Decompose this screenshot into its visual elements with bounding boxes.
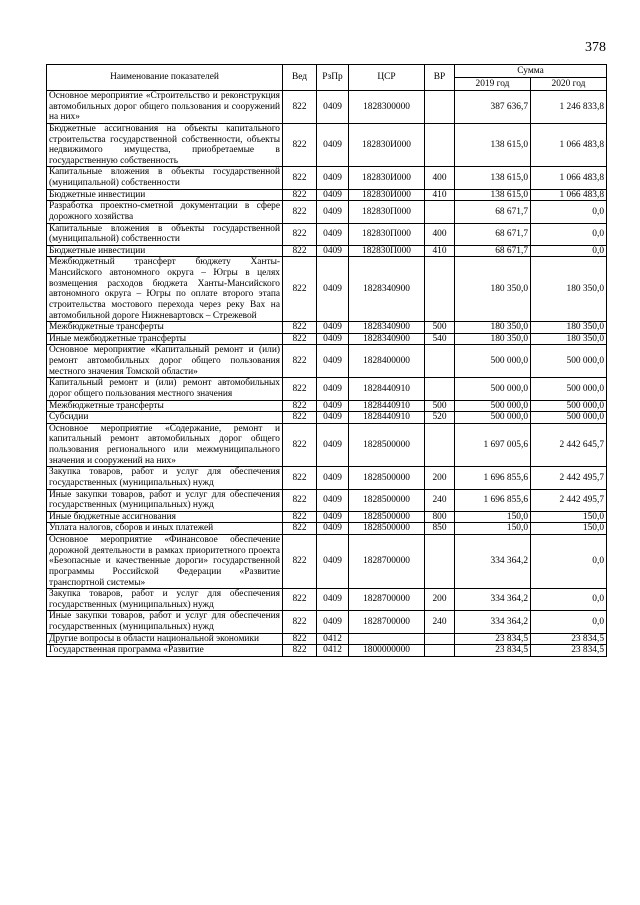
cell-vr: 400 — [425, 167, 455, 189]
table-row — [47, 91, 607, 124]
cell-2020: 0,0 — [531, 611, 607, 633]
cell-csr: 1828340900 — [349, 257, 425, 322]
cell-2020: 0,0 — [531, 245, 607, 257]
cell-2020: 500 000,0 — [531, 412, 607, 424]
cell-2019: 334 364,2 — [455, 611, 531, 633]
cell-vr: 200 — [425, 467, 455, 489]
cell-2019: 387 636,7 — [455, 91, 531, 124]
cell-vr — [425, 201, 455, 223]
cell-name: Бюджетные инвестиции — [47, 245, 283, 257]
cell-2019: 150,0 — [455, 511, 531, 523]
cell-rzpr: 0409 — [317, 223, 349, 245]
table-row — [47, 257, 607, 322]
cell-name: Уплата налогов, сборов и иных платежей — [47, 523, 283, 535]
cell-rzpr: 0409 — [317, 489, 349, 511]
cell-rzpr: 0409 — [317, 511, 349, 523]
header-vr: ВР — [425, 65, 455, 91]
cell-2020: 2 442 495,7 — [531, 489, 607, 511]
budget-table — [46, 64, 607, 657]
cell-vr: 400 — [425, 223, 455, 245]
cell-name: Капитальный ремонт и (или) ремонт автомобильных дорог общего пользования местного значения — [47, 378, 283, 400]
cell-csr: 1828500000 — [349, 511, 425, 523]
cell-csr: 182830И000 — [349, 167, 425, 189]
cell-ved: 822 — [283, 91, 317, 124]
cell-ved: 822 — [283, 611, 317, 633]
cell-2020: 0,0 — [531, 589, 607, 611]
cell-2019: 138 615,0 — [455, 167, 531, 189]
cell-name: Основное мероприятие «Содержание, ремонт и капитальный ремонт автомобильных дорог общего пользования регионального или межмуниципального значения и сооружений на них» — [47, 423, 283, 467]
cell-csr: 1828340900 — [349, 333, 425, 345]
cell-name: Государственная программа «Развитие — [47, 645, 283, 657]
cell-rzpr: 0409 — [317, 322, 349, 334]
cell-ved: 822 — [283, 189, 317, 201]
cell-rzpr: 0409 — [317, 167, 349, 189]
cell-name: Разработка проектно-сметной документации в сфере дорожного хозяйства — [47, 201, 283, 223]
cell-2019: 23 834,5 — [455, 633, 531, 645]
cell-ved: 822 — [283, 245, 317, 257]
header-csr: ЦСР — [349, 65, 425, 91]
cell-2020: 180 350,0 — [531, 333, 607, 345]
cell-2019: 180 350,0 — [455, 257, 531, 322]
cell-ved: 822 — [283, 345, 317, 378]
table-row — [47, 633, 607, 645]
cell-ved: 822 — [283, 322, 317, 334]
cell-2019: 138 615,0 — [455, 189, 531, 201]
cell-vr — [425, 257, 455, 322]
cell-rzpr: 0409 — [317, 423, 349, 467]
cell-name: Закупка товаров, работ и услуг для обеспечения государственных (муниципальных) нужд — [47, 467, 283, 489]
cell-csr: 182830П000 — [349, 223, 425, 245]
cell-rzpr: 0409 — [317, 412, 349, 424]
cell-csr: 182830И000 — [349, 189, 425, 201]
cell-rzpr: 0409 — [317, 201, 349, 223]
cell-vr — [425, 645, 455, 657]
cell-rzpr: 0409 — [317, 535, 349, 589]
cell-rzpr: 0409 — [317, 333, 349, 345]
cell-2019: 23 834,5 — [455, 645, 531, 657]
cell-name: Основное мероприятие «Финансовое обеспечение дорожной деятельности в рамках приоритетного проекта «Безопасные и качественные дороги» государственной программы Российской Федерации «Развитие транспортной системы» — [47, 535, 283, 589]
cell-2019: 180 350,0 — [455, 333, 531, 345]
cell-ved: 822 — [283, 511, 317, 523]
table-row — [47, 511, 607, 523]
cell-2019: 180 350,0 — [455, 322, 531, 334]
cell-vr: 850 — [425, 523, 455, 535]
table-row — [47, 400, 607, 412]
cell-2020: 180 350,0 — [531, 322, 607, 334]
cell-csr: 1828440910 — [349, 400, 425, 412]
cell-rzpr: 0409 — [317, 123, 349, 167]
header-2019: 2019 год — [455, 78, 531, 91]
cell-csr: 1828300000 — [349, 91, 425, 124]
table-row — [47, 645, 607, 657]
cell-vr: 520 — [425, 412, 455, 424]
table-row — [47, 189, 607, 201]
cell-csr: 1828440910 — [349, 378, 425, 400]
cell-csr: 182830П000 — [349, 201, 425, 223]
cell-2020: 2 442 495,7 — [531, 467, 607, 489]
cell-rzpr: 0409 — [317, 611, 349, 633]
cell-csr: 1828440910 — [349, 412, 425, 424]
cell-vr — [425, 423, 455, 467]
cell-ved: 822 — [283, 412, 317, 424]
cell-csr: 182830И000 — [349, 123, 425, 167]
cell-2020: 500 000,0 — [531, 345, 607, 378]
table-row — [47, 345, 607, 378]
cell-2019: 500 000,0 — [455, 345, 531, 378]
cell-csr: 1828700000 — [349, 535, 425, 589]
cell-2020: 180 350,0 — [531, 257, 607, 322]
cell-2020: 1 066 483,8 — [531, 189, 607, 201]
cell-2019: 68 671,7 — [455, 245, 531, 257]
table-row — [47, 467, 607, 489]
table-row — [47, 167, 607, 189]
cell-rzpr: 0409 — [317, 345, 349, 378]
cell-vr — [425, 91, 455, 124]
cell-name: Капитальные вложения в объекты государственной (муниципальной) собственности — [47, 167, 283, 189]
cell-ved: 822 — [283, 257, 317, 322]
cell-name: Основное мероприятие «Строительство и реконструкция автомобильных дорог общего пользования и сооружений на них» — [47, 91, 283, 124]
cell-csr: 1828340900 — [349, 322, 425, 334]
cell-vr — [425, 345, 455, 378]
cell-2019: 150,0 — [455, 523, 531, 535]
cell-vr — [425, 535, 455, 589]
cell-ved: 822 — [283, 123, 317, 167]
cell-vr: 500 — [425, 322, 455, 334]
cell-name: Бюджетные ассигнования на объекты капитального строительства государственной собственности, объекты недвижимого имущества, приобретаемые в государственную собственность — [47, 123, 283, 167]
cell-ved: 822 — [283, 400, 317, 412]
cell-2019: 1 696 855,6 — [455, 489, 531, 511]
table-row — [47, 589, 607, 611]
cell-rzpr: 0409 — [317, 467, 349, 489]
cell-2020: 2 442 645,7 — [531, 423, 607, 467]
cell-rzpr: 0409 — [317, 245, 349, 257]
cell-name: Межбюджетный трансферт бюджету Ханты-Мансийского автономного округа – Югры в целях возмещения расходов бюджета Ханты-Мансийского автономного округа – Югры по оплате второго этапа строительства мостового перехода через реку Вах на автомобильной дороге Нижневартовск – Стрежевой — [47, 257, 283, 322]
cell-rzpr: 0409 — [317, 257, 349, 322]
cell-rzpr: 0409 — [317, 91, 349, 124]
cell-ved: 822 — [283, 333, 317, 345]
cell-ved: 822 — [283, 223, 317, 245]
table-row — [47, 611, 607, 633]
cell-ved: 822 — [283, 489, 317, 511]
cell-2019: 334 364,2 — [455, 535, 531, 589]
cell-csr: 1828700000 — [349, 589, 425, 611]
cell-ved: 822 — [283, 201, 317, 223]
cell-rzpr: 0409 — [317, 189, 349, 201]
cell-csr: 1800000000 — [349, 645, 425, 657]
table-row — [47, 245, 607, 257]
cell-name: Межбюджетные трансферты — [47, 322, 283, 334]
cell-vr: 410 — [425, 245, 455, 257]
cell-ved: 822 — [283, 589, 317, 611]
cell-name: Основное мероприятие «Капитальный ремонт и (или) ремонт автомобильных дорог общего пользования местного значения Томской области» — [47, 345, 283, 378]
cell-ved: 822 — [283, 535, 317, 589]
cell-name: Другие вопросы в области национальной экономики — [47, 633, 283, 645]
cell-csr — [349, 633, 425, 645]
cell-rzpr: 0412 — [317, 633, 349, 645]
header-2020: 2020 год — [531, 78, 607, 91]
cell-csr: 1828700000 — [349, 611, 425, 633]
table-row — [47, 322, 607, 334]
cell-2020: 1 066 483,8 — [531, 167, 607, 189]
cell-vr: 410 — [425, 189, 455, 201]
cell-ved: 822 — [283, 467, 317, 489]
cell-ved: 822 — [283, 378, 317, 400]
cell-ved: 822 — [283, 633, 317, 645]
cell-2020: 0,0 — [531, 535, 607, 589]
cell-name: Капитальные вложения в объекты государственной (муниципальной) собственности — [47, 223, 283, 245]
cell-ved: 822 — [283, 523, 317, 535]
cell-csr: 1828500000 — [349, 523, 425, 535]
table-row — [47, 201, 607, 223]
cell-2020: 150,0 — [531, 511, 607, 523]
table-row — [47, 378, 607, 400]
header-rzpr: РзПр — [317, 65, 349, 91]
cell-2020: 23 834,5 — [531, 633, 607, 645]
cell-rzpr: 0409 — [317, 523, 349, 535]
cell-vr: 240 — [425, 489, 455, 511]
cell-csr: 182830П000 — [349, 245, 425, 257]
cell-rzpr: 0409 — [317, 589, 349, 611]
cell-vr: 200 — [425, 589, 455, 611]
cell-name: Иные закупки товаров, работ и услуг для обеспечения государственных (муниципальных) нужд — [47, 489, 283, 511]
cell-2019: 68 671,7 — [455, 223, 531, 245]
cell-2020: 1 066 483,8 — [531, 123, 607, 167]
table-row — [47, 223, 607, 245]
table-row — [47, 333, 607, 345]
cell-name: Иные закупки товаров, работ и услуг для обеспечения государственных (муниципальных) нужд — [47, 611, 283, 633]
cell-name: Иные бюджетные ассигнования — [47, 511, 283, 523]
cell-vr: 800 — [425, 511, 455, 523]
cell-vr: 500 — [425, 400, 455, 412]
cell-name: Бюджетные инвестиции — [47, 189, 283, 201]
cell-vr: 240 — [425, 611, 455, 633]
cell-vr — [425, 123, 455, 167]
cell-rzpr: 0412 — [317, 645, 349, 657]
header-name: Наименование показателей — [47, 65, 283, 91]
cell-vr — [425, 378, 455, 400]
cell-name: Межбюджетные трансферты — [47, 400, 283, 412]
cell-2019: 500 000,0 — [455, 378, 531, 400]
cell-csr: 1828500000 — [349, 423, 425, 467]
cell-2019: 500 000,0 — [455, 412, 531, 424]
cell-name: Субсидии — [47, 412, 283, 424]
cell-rzpr: 0409 — [317, 378, 349, 400]
page-number: 378 — [585, 40, 606, 55]
cell-name: Иные межбюджетные трансферты — [47, 333, 283, 345]
cell-csr: 1828500000 — [349, 467, 425, 489]
cell-2020: 150,0 — [531, 523, 607, 535]
cell-2020: 500 000,0 — [531, 378, 607, 400]
cell-vr — [425, 633, 455, 645]
cell-2019: 1 696 855,6 — [455, 467, 531, 489]
cell-vr: 540 — [425, 333, 455, 345]
cell-2020: 500 000,0 — [531, 400, 607, 412]
cell-2019: 138 615,0 — [455, 123, 531, 167]
table-row — [47, 523, 607, 535]
cell-2020: 0,0 — [531, 223, 607, 245]
cell-ved: 822 — [283, 645, 317, 657]
cell-csr: 1828400000 — [349, 345, 425, 378]
table-row — [47, 123, 607, 167]
table-row — [47, 489, 607, 511]
cell-2019: 68 671,7 — [455, 201, 531, 223]
cell-csr: 1828500000 — [349, 489, 425, 511]
header-ved: Вед — [283, 65, 317, 91]
cell-2019: 500 000,0 — [455, 400, 531, 412]
cell-ved: 822 — [283, 167, 317, 189]
cell-2020: 1 246 833,8 — [531, 91, 607, 124]
table-body — [47, 91, 607, 657]
table-row — [47, 412, 607, 424]
table-row — [47, 535, 607, 589]
cell-2020: 23 834,5 — [531, 645, 607, 657]
cell-rzpr: 0409 — [317, 400, 349, 412]
cell-name: Закупка товаров, работ и услуг для обеспечения государственных (муниципальных) нужд — [47, 589, 283, 611]
cell-ved: 822 — [283, 423, 317, 467]
cell-2020: 0,0 — [531, 201, 607, 223]
table-row — [47, 423, 607, 467]
cell-2019: 334 364,2 — [455, 589, 531, 611]
header-sum: Сумма — [455, 65, 607, 78]
cell-2019: 1 697 005,6 — [455, 423, 531, 467]
